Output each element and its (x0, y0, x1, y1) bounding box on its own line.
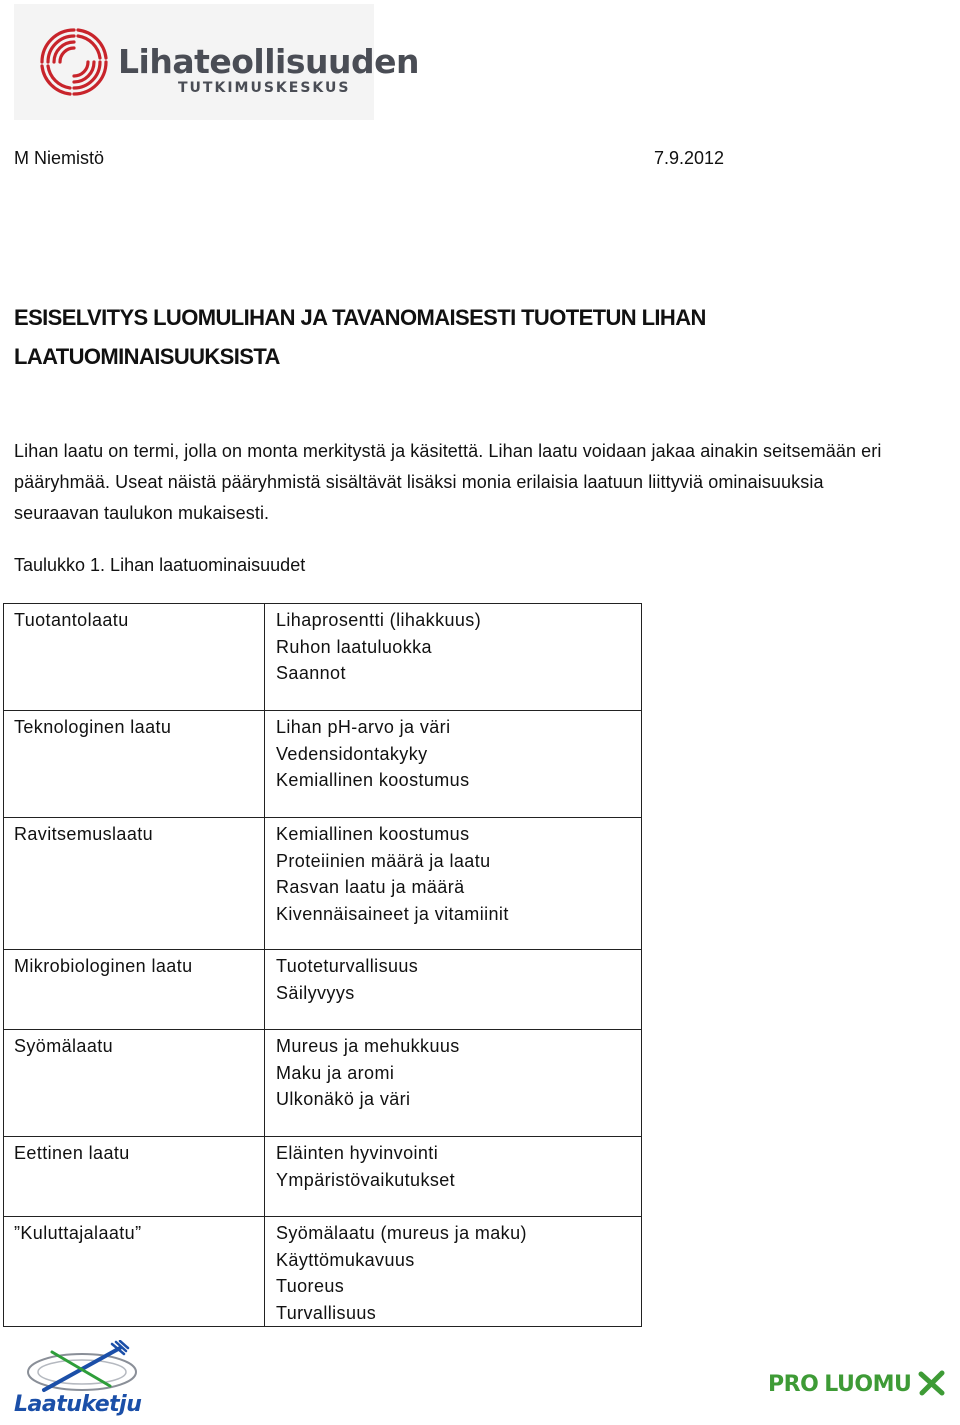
attribute-item: Turvallisuus (276, 1302, 377, 1323)
logo-name: Lihateollisuuden (118, 42, 419, 81)
table-row (4, 950, 642, 1030)
laatuketju-logo (12, 1340, 152, 1422)
quality-attributes (265, 604, 642, 711)
intro-paragraph (14, 436, 959, 529)
attribute-item: Kemiallinen koostumus (276, 824, 470, 844)
quality-category: Teknologinen laatu (4, 711, 265, 818)
header-logo (14, 4, 419, 120)
table-row (4, 711, 642, 818)
attribute-item: Kemiallinen koostumus (276, 770, 470, 790)
attribute-item: Ulkonäkö ja väri (276, 1089, 411, 1109)
title-line: ESISELVITYS LUOMULIHAN JA TAVANOMAISESTI TUOTETUN LIHAN (14, 305, 706, 330)
green-x-icon (918, 1370, 946, 1396)
attribute-item: Rasvan laatu ja määrä (276, 877, 465, 897)
attribute-item: Kivennäisaineet ja vitamiinit (276, 903, 509, 924)
laatuketju-text: Laatuketju (14, 1392, 142, 1417)
quality-category: Ravitsemuslaatu (4, 818, 265, 950)
attribute-item: Ympäristövaikutukset (276, 1169, 456, 1190)
attribute-item: Maku ja aromi (276, 1062, 395, 1083)
quality-table (3, 603, 642, 1327)
quality-attributes (265, 818, 642, 950)
fork-globe-icon (22, 1340, 142, 1400)
title-line: LAATUOMINAISUUKSISTA (14, 344, 280, 369)
attribute-item: Vedensidontakyky (276, 743, 428, 764)
author: M Niemistö (14, 148, 105, 168)
quality-attributes (265, 1217, 642, 1327)
attribute-item: Käyttömukavuus (276, 1249, 415, 1270)
attribute-item: Lihan pH-arvo ja väri (276, 717, 451, 737)
quality-category: ”Kuluttajalaatu” (4, 1217, 265, 1327)
quality-category: Eettinen laatu (4, 1137, 265, 1217)
proluomu-logo (768, 1366, 948, 1406)
intro-line: Lihan laatu on termi, jolla on monta merkitystä ja käsitettä. Lihan laatu voidaan jakaa ainakin seitsemään eri (14, 441, 882, 461)
table-row (4, 1217, 642, 1327)
quality-attributes (265, 950, 642, 1030)
attribute-item: Tuoreus (276, 1276, 345, 1296)
quality-attributes (265, 1137, 642, 1217)
quality-attributes (265, 1030, 642, 1137)
attribute-item: Lihaprosentti (lihakkuus) (276, 610, 482, 630)
quality-category: Syömälaatu (4, 1030, 265, 1137)
attribute-item: Eläinten hyvinvointi (276, 1143, 439, 1163)
attribute-item: Proteiinien määrä ja laatu (276, 850, 491, 871)
proluomu-pro: PRO (768, 1372, 819, 1397)
attribute-item: Syömälaatu (mureus ja maku) (276, 1223, 527, 1243)
intro-line: seuraavan taulukon mukaisesti. (14, 503, 270, 523)
quality-attributes (265, 711, 642, 818)
table-row (4, 604, 642, 711)
intro-line: pääryhmää. Useat näistä pääryhmistä sisältävät lisäksi monia erilaisia laatuun liittyviä ominaisuuksia (14, 472, 824, 492)
proluomu-luomu: LUOMU (824, 1372, 912, 1397)
table-caption: Taulukko 1. Lihan laatuominaisuudet (14, 555, 306, 575)
attribute-item: Saannot (276, 663, 346, 683)
attribute-item: Säilyvyys (276, 982, 355, 1003)
table-row (4, 1030, 642, 1137)
red-arcs-logo-icon (34, 22, 114, 102)
attribute-item: Ruhon laatuluokka (276, 636, 432, 657)
table-row (4, 1137, 642, 1217)
logo-subtitle: TUTKIMUSKESKUS (178, 80, 351, 96)
attribute-item: Tuoteturvallisuus (276, 956, 419, 976)
attribute-item: Mureus ja mehukkuus (276, 1036, 460, 1056)
table-row (4, 818, 642, 950)
document-title (14, 298, 914, 376)
date: 7.9.2012 (654, 148, 725, 168)
quality-category: Tuotantolaatu (4, 604, 265, 711)
quality-category: Mikrobiologinen laatu (4, 950, 265, 1030)
